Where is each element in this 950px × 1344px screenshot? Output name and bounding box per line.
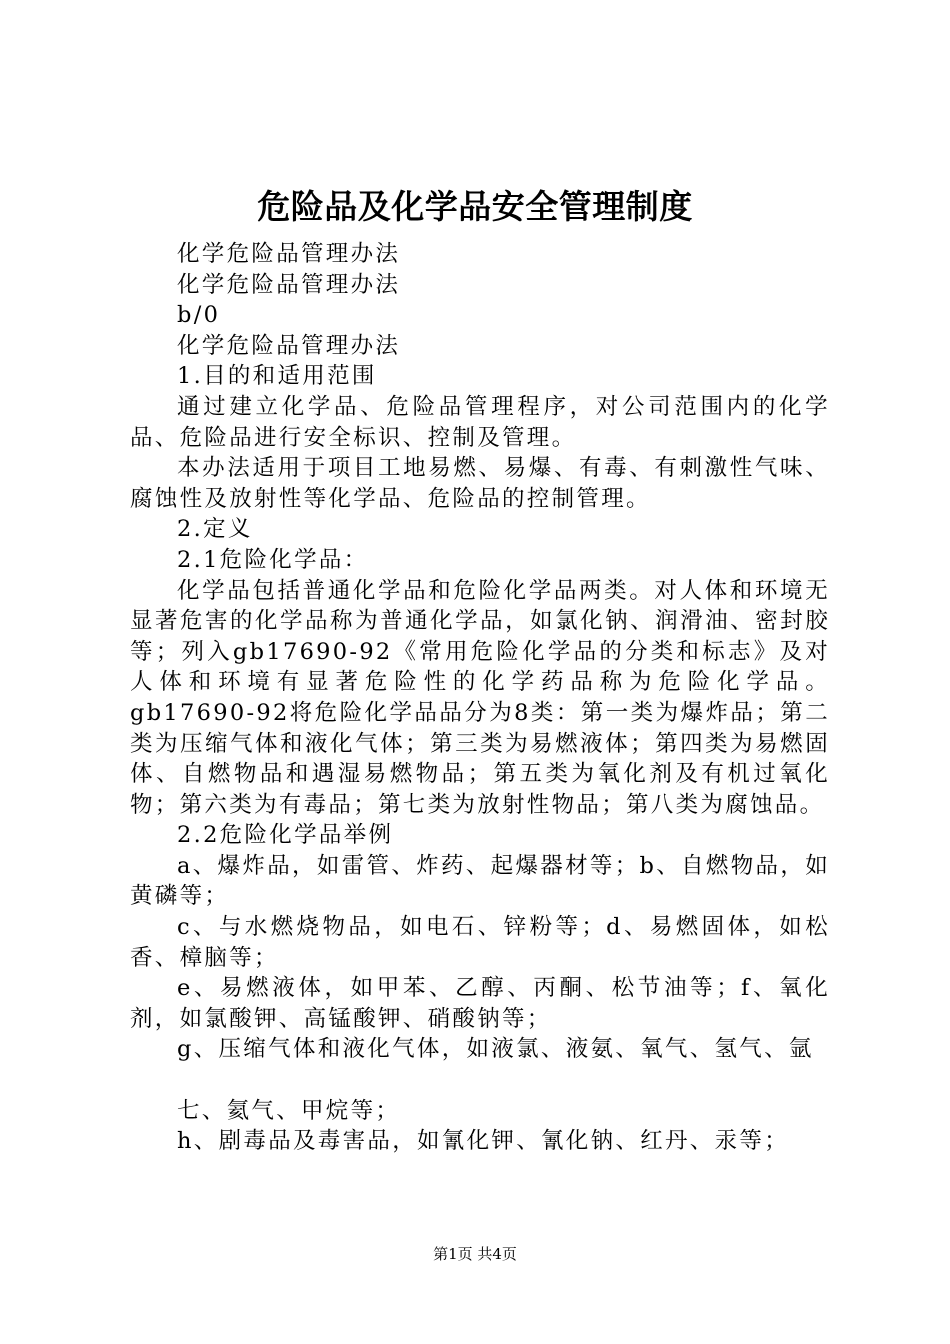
- list-item: a、爆炸品，如雷管、炸药、起爆器材等；b、自燃物品，如黄磷等；: [130, 852, 830, 910]
- section-heading: 2.定义: [177, 516, 253, 543]
- document-body: [130, 239, 830, 1157]
- list-item: e、易燃液体，如甲苯、乙醇、丙酮、松节油等；f、氧化剂，如氯酸钾、高锰酸钾、硝酸钠等；: [130, 975, 830, 1032]
- paragraph: 通过建立化学品、危险品管理程序，对公司范围内的化学品、危险品进行安全标识、控制及管理。: [130, 393, 830, 451]
- paragraph: 本办法适用于项目工地易燃、易爆、有毒、有刺激性气味、腐蚀性及放射性等化学品、危险品的控制管理。: [130, 455, 830, 512]
- paragraph: 化学危险品管理办法: [177, 241, 401, 267]
- section-heading: 1.目的和适用范围: [177, 363, 377, 390]
- list-item-continuation: 七、氦气、甲烷等；: [177, 1097, 401, 1124]
- list-item: h、剧毒品及毒害品，如氰化钾、氰化钠、红丹、汞等；: [177, 1128, 789, 1155]
- page-indicator: 第1页 共4页: [433, 1245, 517, 1263]
- paragraph: b/0: [177, 302, 221, 329]
- list-item: c、与水燃烧物品，如电石、锌粉等；d、易燃固体，如松香、樟脑等；: [130, 914, 830, 971]
- list-item: g、压缩气体和液化气体，如液氯、液氨、氧气、氢气、氩: [177, 1036, 814, 1063]
- document-title: 危险品及化学品安全管理制度: [257, 187, 693, 226]
- paragraph: 化学危险品管理办法: [177, 332, 401, 359]
- subsection-heading: 2.2危险化学品举例: [177, 822, 394, 849]
- paragraph: 化学危险品管理办法: [177, 271, 401, 298]
- paragraph: 化学品包括普通化学品和危险化学品两类。对人体和环境无显著危害的化学品称为普通化学品，如氯化钠、润滑油、密封胶等；列入gb17690-92《常用危险化学品的分类和标志》及对人体和环境有显著危险性的化学药品称为危险化学品。gb17690-92将危险化学品品分为8类：第一类为爆炸品；第二类为压缩气体和液化气体；第三类为易燃液体；第四类为易燃固体、自燃物品和遇湿易燃物品；第五类为氧化剂及有机过氧化物；第六类为有毒品；第七类为放射性物品；第八类为腐蚀品。: [130, 577, 830, 818]
- subsection-heading: 2.1危险化学品：: [177, 546, 369, 573]
